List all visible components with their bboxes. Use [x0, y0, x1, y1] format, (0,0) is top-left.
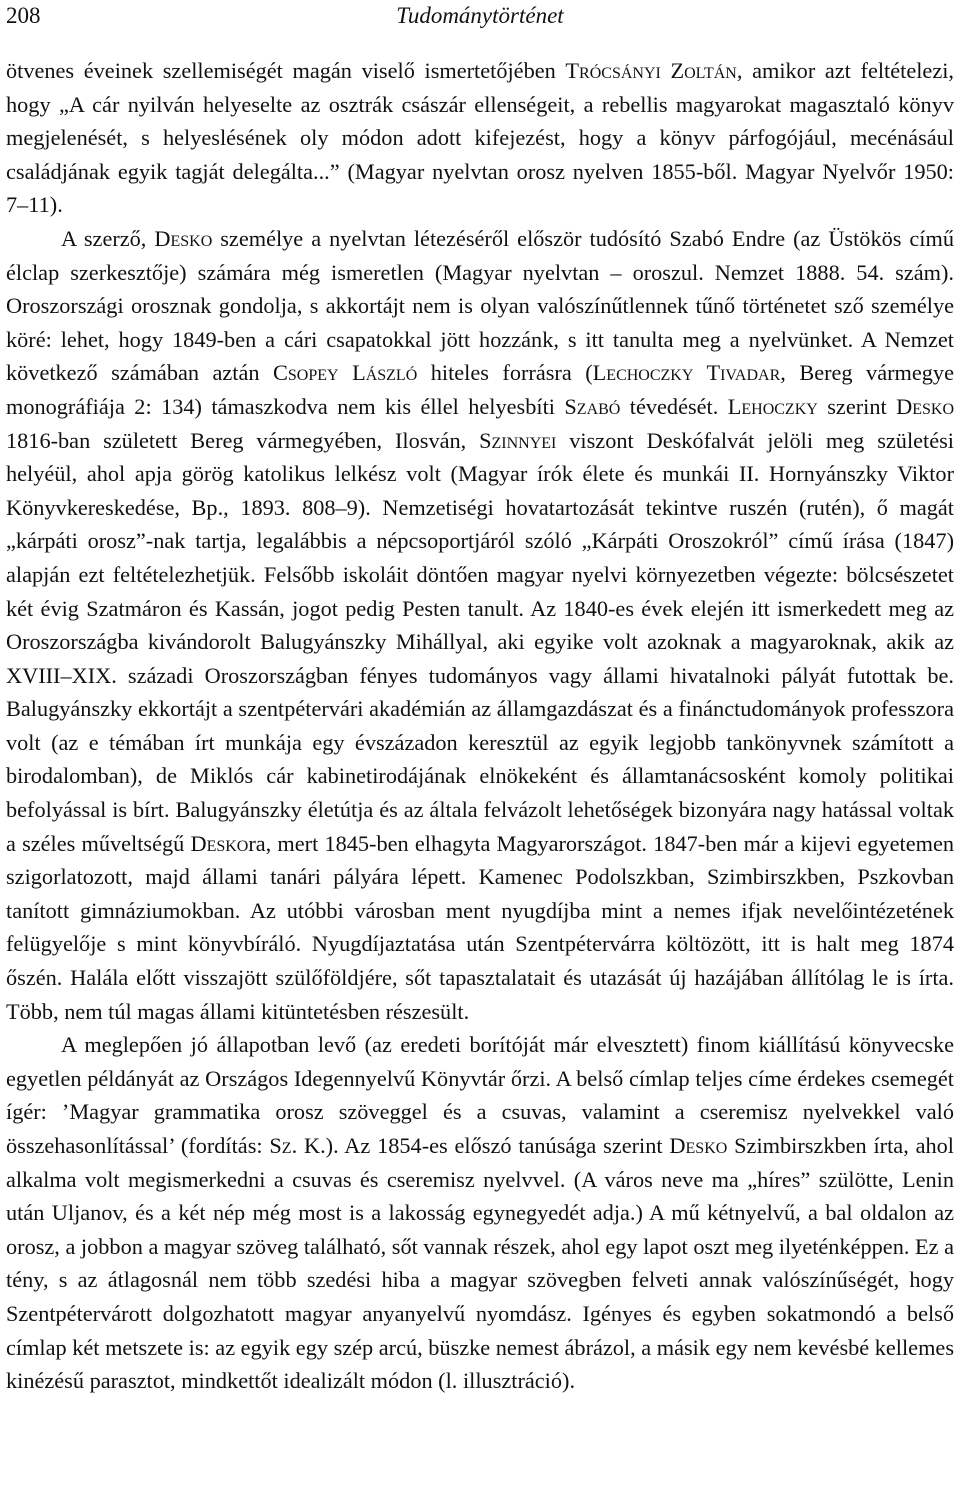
author-name: Desko	[896, 393, 954, 419]
text-run: ). Az 1854-es előszó tanúsága szerint	[325, 1133, 670, 1158]
author-name: Trócsányi Zoltán	[565, 58, 737, 83]
body-text	[6, 54, 954, 1398]
text-run: tévedését.	[620, 393, 728, 419]
text-run: ötvenes éveinek szellemiségét magán viselő ismertetőjében	[6, 58, 566, 83]
paragraph	[6, 1028, 954, 1398]
text-run: hiteles forrásra (	[417, 360, 593, 386]
text-run: 1816-ban született Bereg vármegyében, Ilosván,	[6, 427, 480, 453]
page-number: 208	[6, 3, 41, 28]
author-name: Csopey László	[273, 360, 418, 386]
author-name: Desko	[154, 225, 213, 251]
author-name: Lehoczky	[727, 393, 818, 419]
author-name: Desko	[669, 1133, 728, 1158]
running-title: Tudománytörténet	[396, 3, 564, 28]
author-name: Lechoczky Tivadar	[592, 360, 781, 386]
text-run: , amikor azt feltételezi, hogy „A cár nyilván helyeselte az osztrák császár ellenségeit, a rebellis magyarokat magasztaló könyv megjelenését, s helyeslésének oly módon adott kifejezést, hogy a könyv párfogójául, mecénásául családjának egyik tagját delegálta...” (Magyar nyelvtan orosz nyelven 1855-ből. Magyar Nyelvőr 1950: 7–11).	[6, 58, 954, 218]
author-name: Sz. K.	[269, 1133, 326, 1158]
text-run: , Bereg vármegye monográfiája 2: 134) támaszkodva nem kis éllel helyesbíti	[6, 360, 954, 419]
author-name: Desko	[190, 830, 249, 856]
text-run: viszont Deskófalvát jelöli meg születési helyéül, ahol apja görög katolikus lelkész volt (Magyar írók élete és munkái II. Hornyánszky Viktor Könyvkereskedése, Bp., 1893. 808–9). Nemzetiségi hovatartozását tekintve ruszén (rutén), ő magát „kárpáti orosz”-nak tartja, legalábbis a népcsoportjáról szóló „Kárpáti Oroszokról” című írása (1847) alapján ezt feltételezhetjük. Felsőbb iskoláit döntően magyar nyelvi környezetben végezte: bölcsészetet két évig Szatmáron és Kassán, jogot pedig Pesten tanult. Az 1840-es évek elején itt ismerkedett meg az Oroszországba kivándorolt Balugyánszky Mihállyal, aki egyike volt azoknak a magyaroknak, akik az XVIII–XIX. századi Oroszországban fényes tudományos vagy állami hivatalnoki pályát futottak be. Balugyánszky ekkortájt a szentpétervári akadémián az államgazdászat és a finánctudományok professzora volt (az e témában írt munkája egy évszázadon keresztül az egyik legjobb tankönyvnek számított a birodalomban), de Miklós cár kabinetirodájának elnökeként és államtanácsosként komoly politikai befolyással is bírt. Balugyánszky életútja és az általa felvázolt lehetőségek bizonyára nagy hatással voltak a széles műveltségű	[6, 427, 954, 856]
text-run: Szimbirszkben írta, ahol alkalma volt megismerkedni a csuvas és cseremisz nyelvvel. (A város neve ma „híres” szülötte, Lenin után Uljanov, és a két nép még most is a lakosság egynegyedét adja.) A mű kétnyelvű, a bal oldalon az orosz, a jobbon a magyar szöveg található, sőt vannak részek, ahol egy lapot oszt meg ilyeténképpen. Ez a tény, s az átlagosnál nem több szedési hiba a magyar szövegben felveti annak valószínűségét, hogy Szentpétervárott dolgozhatott magyar anyanyelvű nyomdász. Igényes és egyben sokatmondó a belső címlap két metszete is: az egyik egy szép arcú, büszke nemest ábrázol, a másik egy nem kevésbé kellemes kinézésű parasztot, mindkettőt idealizált módon (l. illusztráció).	[6, 1133, 954, 1394]
text-run: ra, mert 1845-ben elhagyta Magyarországot. 1847-ben már a kijevi egyetemen szigorlatozott, majd állami tanári pályára lépett. Kamenec Podolszkban, Szimbirszkben, Pszkovban tanított gimnáziumokban. Az utóbbi városban ment nyugdíjba mint a nemes ifjak nevelőintézetének felügyelője s mint könyvbíráló. Nyugdíjaztatása után Szentpétervárra költözött, itt is halt meg 1874 őszén. Halála előtt visszajött szülőföldjére, sőt tapasztalatait és utazását új hazájában állítólag le is írta. Több, nem túl magas állami kitüntetésben részesült.	[6, 830, 955, 1024]
paragraph	[6, 222, 954, 1028]
text-run: személye a nyelvtan létezéséről először tudósító Szabó Endre (az Üstökös című élclap szerkesztője) számára még ismeretlen (Magyar nyelvtan – oroszul. Nemzet 1888. 54. szám). Oroszországi orosznak gondolja, s akkortájt nem is olyan valószínűtlennek tűnő történetet sző személye köré: lehet, hogy 1849-ben a cári csapatokkal jött hozzánk, s itt tanulta meg a nyelvünket. A Nemzet következő számában aztán	[6, 225, 954, 386]
text-run: szerint	[817, 393, 897, 419]
text-run: A meglepően jó állapotban levő (az eredeti borítóját már elvesztett) finom kiállítású könyvecske egyetlen példányát az Országos Idegennyelvű Könyvtár őrzi. A belső címlap teljes címe érdekes csemegét ígér: ’Magyar grammatika orosz szöveggel és a csuvas, valamint a cseremisz nyelvekkel való összehasonlítással’ (fordítás:	[6, 1032, 954, 1158]
author-name: Szinnyei	[479, 427, 557, 453]
page-header	[6, 2, 954, 32]
text-run: A szerző,	[61, 225, 155, 251]
paragraph	[6, 54, 954, 222]
author-name: Szabó	[564, 393, 621, 419]
